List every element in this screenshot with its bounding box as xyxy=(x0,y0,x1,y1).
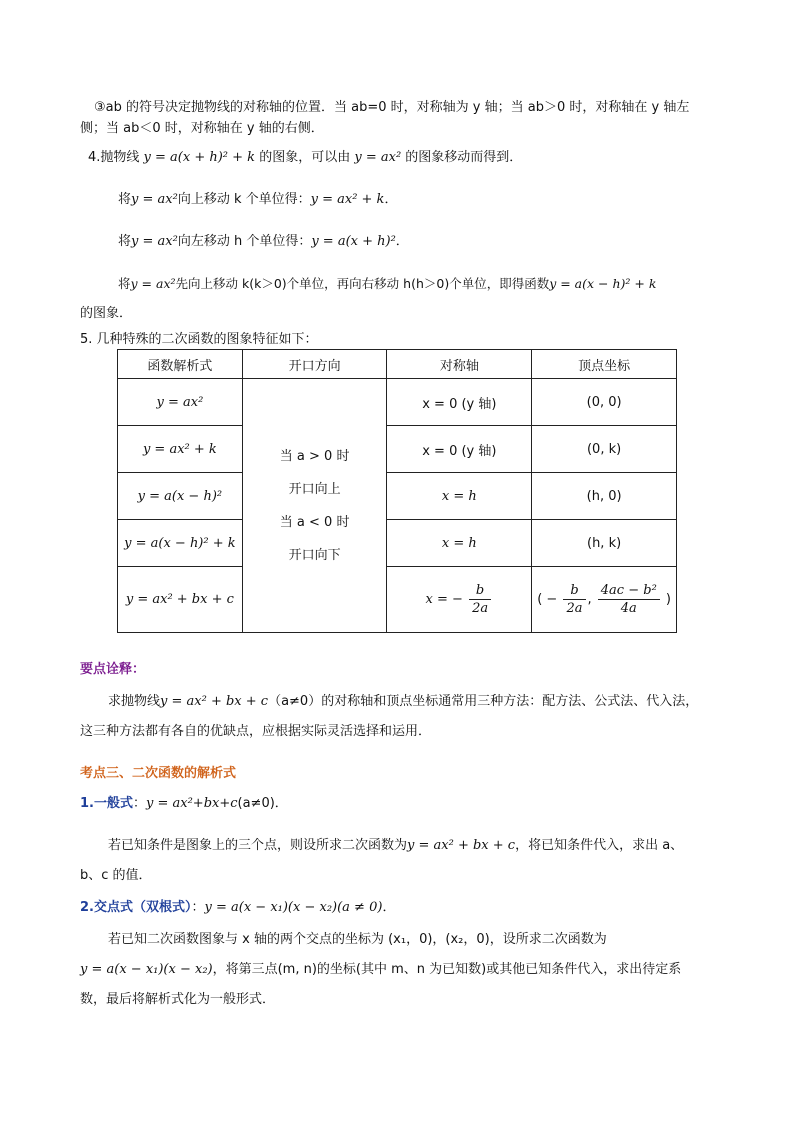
table-row xyxy=(118,473,677,520)
section-4-title: 4.抛物线 y = a(x + h)² + k 的图象，可以由 y = ax² 的图象移动而得到． xyxy=(88,150,523,165)
opening-direction-cell: 当 a > 0 时 开口向上 当 a < 0 时 开口向下 xyxy=(242,379,387,633)
axis-cell: x = h xyxy=(387,473,532,520)
intercept-form-para-line3: 数，最后将解析式化为一般形式． xyxy=(80,992,276,1007)
formula-cell: y = a(x − h)² + k xyxy=(118,520,243,567)
vertex-cell: ( − $\frac{b}{2a}$ , $\frac{\text{4ac − b²}}{4a}$ ) xyxy=(532,567,677,633)
header-opening: 开口方向 xyxy=(242,350,387,379)
formula-cell: y = ax² + k xyxy=(118,426,243,473)
vertex-cell: (0, k) xyxy=(532,426,677,473)
intercept-form-para-line1: 若已知二次函数图象与 x 轴的两个交点的坐标为 (x₁，0)，(x₂，0)，设所求二次函数为 xyxy=(108,932,607,947)
vertex-cell: (h, 0) xyxy=(532,473,677,520)
vertex-cell: (h, k) xyxy=(532,520,677,567)
axis-cell: x = 0 (y 轴) xyxy=(387,426,532,473)
formula-cell: y = ax² + bx + c xyxy=(118,567,243,633)
general-form-line: 1.一般式：y = ax²+bx+c(a≠0)． xyxy=(80,796,288,811)
axis-fraction: $\frac{b}{2a}$ xyxy=(469,582,491,617)
para-ab-sign-line1: ③ab 的符号决定抛物线的对称轴的位置．当 ab=0 时，对称轴为 y 轴；当 ab＞0 时，对称轴在 y 轴左 xyxy=(94,100,690,115)
axis-cell: x = 0 (y 轴) xyxy=(387,379,532,426)
notes-line1: 求抛物线y = ax² + bx + c（a≠0）的对称轴和顶点坐标通常用三种方法：配方法、公式法、代入法， xyxy=(108,694,699,709)
header-formula: 函数解析式 xyxy=(118,350,243,379)
table-row xyxy=(118,567,677,633)
shift-up-rule: 将y = ax²向上移动 k 个单位得：y = ax² + k． xyxy=(118,192,398,207)
intercept-form-para-line2: y = a(x − x₁)(x − x₂)，将第三点(m, n)的坐标(其中 m、n 为已知数)或其他已知条件代入，求出待定系 xyxy=(80,962,682,977)
combined-shift-rule: 将y = ax²先向上移动 k(k＞0)个单位，再向右移动 h(h＞0)个单位，即得函数y = a(x − h)² + k xyxy=(118,276,657,291)
combined-shift-rule-end: 的图象． xyxy=(80,306,133,321)
vertex-y-fraction: $\frac{\text{4ac − b²}}{4a}$ xyxy=(598,582,660,617)
table-row xyxy=(118,426,677,473)
notes-line2: 这三种方法都有各自的优缺点，应根据实际灵活选择和运用． xyxy=(80,724,432,739)
shift-left-rule: 将y = ax²向左移动 h 个单位得：y = a(x + h)²． xyxy=(118,234,409,249)
section-heading: 考点三、二次函数的解析式 xyxy=(80,766,237,781)
axis-cell: x = h xyxy=(387,520,532,567)
header-axis: 对称轴 xyxy=(387,350,532,379)
header-vertex: 顶点坐标 xyxy=(532,350,677,379)
general-form-para-line2: b、c 的值． xyxy=(80,868,152,883)
quadratic-features-table xyxy=(117,349,677,633)
key-points-heading: 要点诠释： xyxy=(80,662,146,677)
table-row xyxy=(118,379,677,426)
axis-cell: x = − $\frac{b}{2a}$ xyxy=(387,567,532,633)
table-row xyxy=(118,520,677,567)
para-ab-sign-line2: 侧；当 ab＜0 时，对称轴在 y 轴的右侧． xyxy=(80,121,324,136)
section-5-title: 5. 几种特殊的二次函数的图象特征如下： xyxy=(80,332,318,347)
formula-cell: y = a(x − h)² xyxy=(118,473,243,520)
vertex-cell: (0, 0) xyxy=(532,379,677,426)
general-form-para-line1: 若已知条件是图象上的三个点，则设所求二次函数为y = ax² + bx + c，将已知条件代入，求出 a、 xyxy=(108,838,684,853)
formula-cell: y = ax² xyxy=(118,379,243,426)
table-header-row xyxy=(118,350,677,379)
intercept-form-line: 2.交点式（双根式）：y = a(x − x₁)(x − x₂)(a ≠ 0)． xyxy=(80,900,396,915)
vertex-x-fraction: $\frac{b}{2a}$ xyxy=(563,582,585,617)
